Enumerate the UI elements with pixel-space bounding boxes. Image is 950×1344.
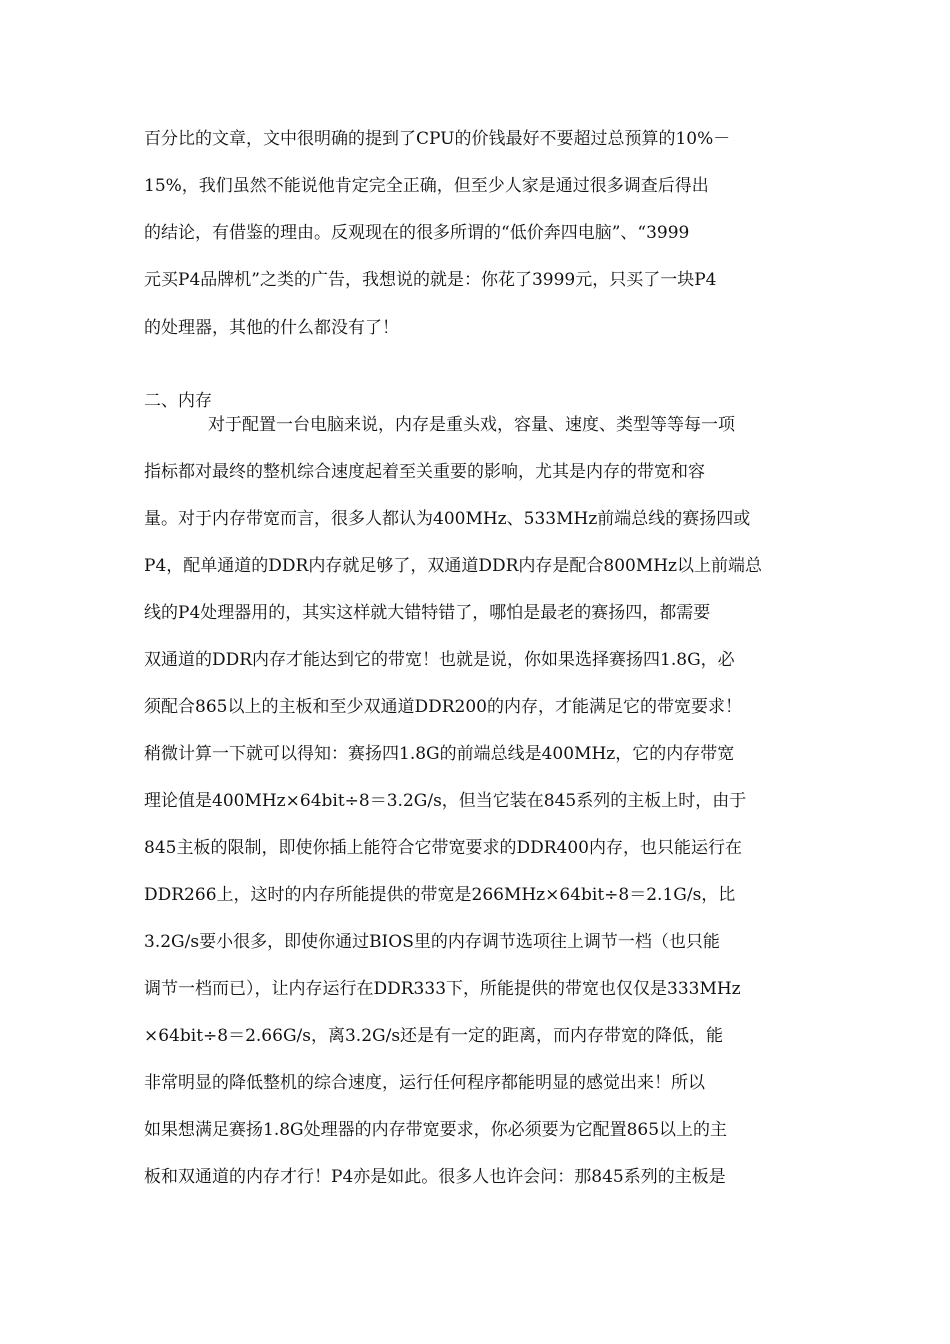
para1-line-3: 的结论，有借鉴的理由。反观现在的很多所谓的“低价奔四电脑”、“3999 (144, 223, 690, 243)
para2-line-13: 调节一档而已），让内存运行在DDR333下，所能提供的带宽也仅仅是333MHz (144, 979, 741, 999)
para1-line-5: 的处理器，其他的什么都没有了！ (144, 318, 399, 338)
para1-line-4: 元买P4品牌机”之类的广告，我想说的就是：你花了3999元，只买了一块P4 (144, 270, 717, 290)
para2-line-10: 845主板的限制，即使你插上能符合它带宽要求的DDR400内存，也只能运行在 (144, 838, 742, 858)
section-heading: 二、内存 (144, 391, 212, 411)
para2-line-9: 理论值是400MHz×64bit÷8＝3.2G/s，但当它装在845系列的主板上时，由于 (144, 791, 747, 811)
para2-line-14: ×64bit÷8＝2.66G/s，离3.2G/s还是有一定的距离，而内存带宽的降低，能 (144, 1026, 724, 1046)
para2-line-11: DDR266上，这时的内存所能提供的带宽是266MHz×64bit÷8＝2.1G/s，比 (144, 885, 736, 905)
para2-line-3: 量。对于内存带宽而言，很多人都认为400MHz、533MHz前端总线的赛扬四或 (144, 509, 751, 529)
para2-line-16: 如果想满足赛扬1.8G处理器的内存带宽要求，你必须要为它配置865以上的主 (144, 1120, 728, 1140)
para2-line-6: 双通道的DDR内存才能达到它的带宽！也就是说，你如果选择赛扬四1.8G，必 (144, 650, 735, 670)
para2-line-5: 线的P4处理器用的，其实这样就大错特错了，哪怕是最老的赛扬四，都需要 (144, 603, 711, 623)
para2-line-8: 稍微计算一下就可以得知：赛扬四1.8G的前端总线是400MHz，它的内存带宽 (144, 744, 735, 764)
para2-line-15: 非常明显的降低整机的综合速度，运行任何程序都能明显的感觉出来！所以 (144, 1073, 705, 1093)
para2-line-7: 须配合865以上的主板和至少双通道DDR200的内存，才能满足它的带宽要求！ (144, 697, 742, 717)
para2-line-1: 对于配置一台电脑来说，内存是重头戏，容量、速度、类型等等每一项 (208, 415, 735, 435)
para1-line-1: 百分比的文章，文中很明确的提到了CPU的价钱最好不要超过总预算的10%－ (144, 129, 731, 149)
para2-line-2: 指标都对最终的整机综合速度起着至关重要的影响，尤其是内存的带宽和容 (144, 462, 705, 482)
para1-line-2: 15%，我们虽然不能说他肯定完全正确，但至少人家是通过很多调查后得出 (144, 176, 709, 196)
para2-line-17: 板和双通道的内存才行！P4亦是如此。很多人也许会问：那845系列的主板是 (144, 1167, 726, 1187)
para2-line-4: P4，配单通道的DDR内存就足够了，双通道DDR内存是配合800MHz以上前端总 (144, 556, 763, 576)
para2-line-12: 3.2G/s要小很多，即使你通过BIOS里的内存调节选项往上调节一档（也只能 (144, 932, 720, 952)
